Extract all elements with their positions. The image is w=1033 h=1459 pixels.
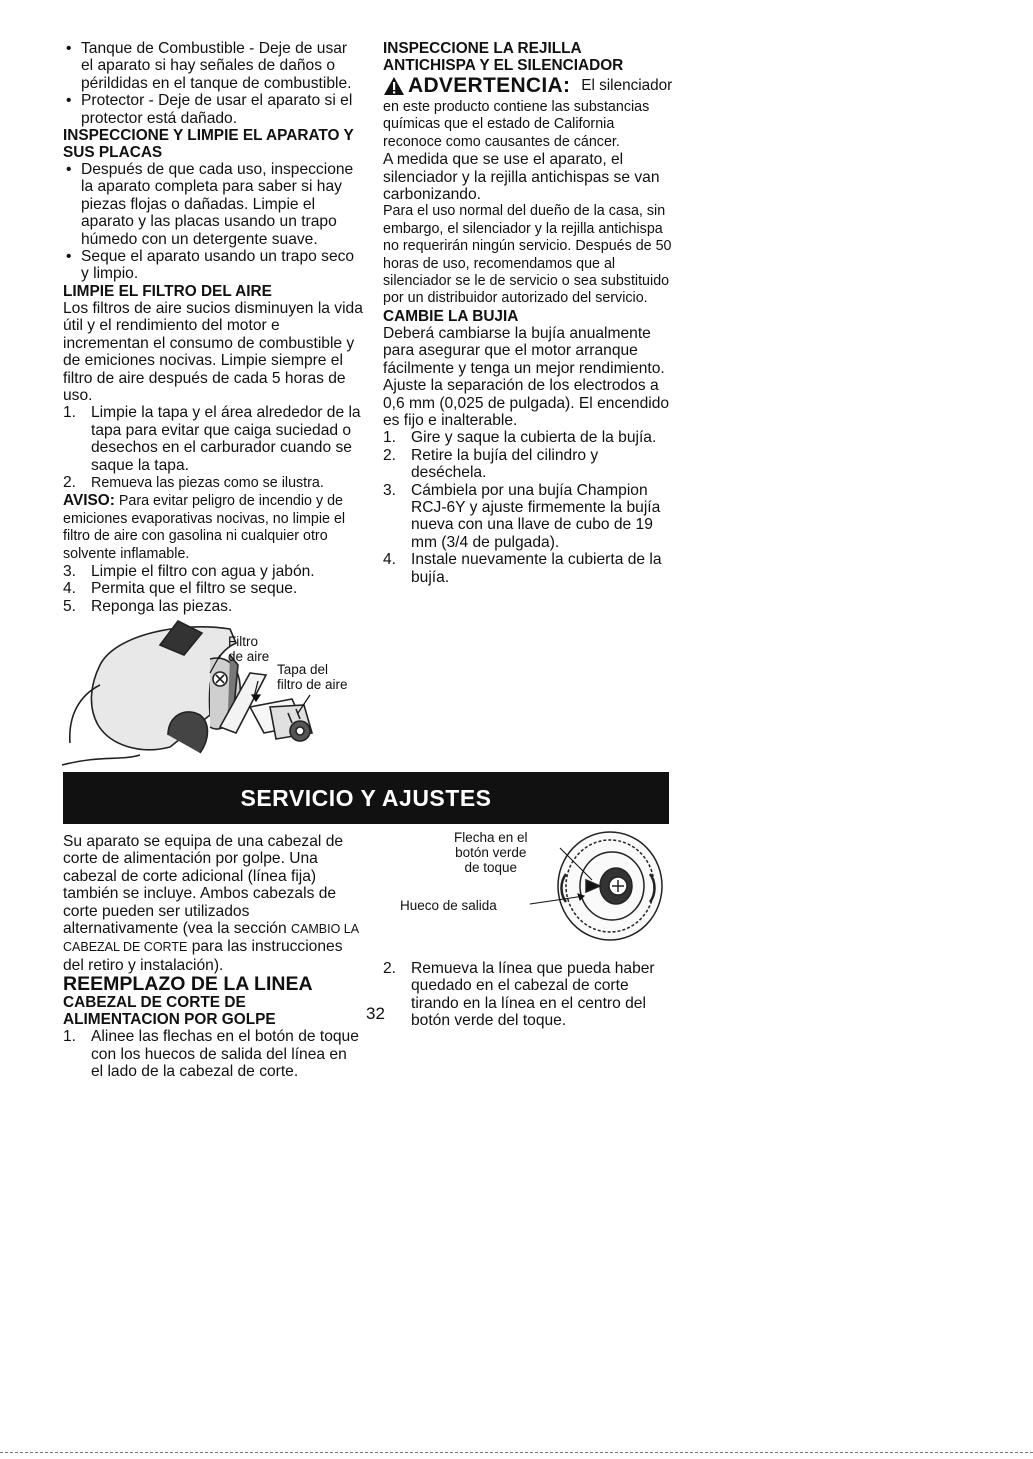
label-line: filtro de aire [277, 677, 348, 692]
warning-first-words: El silenciador [581, 77, 673, 95]
list-item [63, 474, 363, 492]
heading-change-spark-plug: CAMBIE LA BUJIA [383, 307, 519, 325]
page-number: 32 [366, 1004, 385, 1023]
step-text: Remueva la línea que pueda haber quedado en el cabezal de corte tirando en la línea en el centro del botón verde del toque. [411, 960, 655, 1030]
list-item [63, 563, 363, 580]
warning-triangle-icon [383, 76, 405, 96]
intro-paragraph [63, 833, 363, 974]
spark-paragraph-1: A medida que se use el aparato, el silenciador y la rejilla antichispas se van carbonizando. [383, 151, 660, 204]
step-number: 3. [383, 481, 397, 499]
step-number: 1. [63, 1028, 77, 1046]
list-item [63, 580, 363, 597]
fuel-protector-list [63, 40, 363, 127]
bottom-rule [0, 1452, 1033, 1453]
label-line: de toque [464, 860, 518, 875]
list-item [63, 1028, 363, 1080]
aviso-notice [63, 492, 363, 563]
label-exit-hole: Hueco de salida [400, 898, 497, 913]
spark-paragraph-2: Para el uso normal del dueño de la casa, sin embargo, el silenciador y la rejilla antichispa no requerirán ningún servicio. Después de 50 horas de uso, recomendamos que al silenciador se le de servicio o sea substituido por un distribuidor autorizado del servicio. [383, 203, 672, 307]
list-item [63, 598, 363, 615]
step-number: 2. [383, 960, 397, 977]
aviso-label: AVISO: [63, 492, 115, 510]
label-line: Flecha en el [454, 830, 528, 845]
spark-plug-paragraph: Deberá cambiarse la bujía anualmente para asegurar que el motor arranque fácilmente y tenga un mejor rendimiento. Ajuste la separación de los electrodos a 0,6 mm (0,025 de pulgada). El encendido es fijo e inalterable. [383, 324, 670, 429]
step-number: 4. [383, 551, 397, 569]
lower-right-column [383, 960, 673, 1030]
list-item: • Después de que cada uso, inspeccione la aparato completa para saber si hay piezas flojas o dañadas. Limpie el aparato y las placas usando un trapo húmedo con un detergente suave. [63, 161, 363, 248]
list-item [383, 960, 673, 1030]
step-number: 4. [63, 580, 77, 598]
warning-line [383, 76, 673, 96]
step-text: Cámbiela por una bujía Champion RCJ-6Y y ajuste firmemente la bujía nueva con una llave de cubo de 19 mm (3/4 de pulgada). [411, 481, 661, 551]
heading-line-replacement: REEMPLAZO DE LA LINEA [63, 973, 313, 996]
cutting-head-illustration [520, 828, 670, 948]
step-text: Permita que el filtro se seque. [91, 580, 298, 598]
step-number: 1. [383, 429, 397, 447]
step-text: Retire la bujía del cilindro y deséchela. [411, 446, 599, 482]
air-filter-paragraph: Los filtros de aire sucios disminuyen la vida útil y el rendimiento del motor e incrementan el consumo de combustible y de emiciones nocivas. Limpie siempre el filtro de aire después de cada 5 horas de uso. [63, 299, 363, 404]
step-text: Reponga las piezas. [91, 597, 233, 615]
list-item: • Protector - Deje de usar el aparato si el protector está dañado. [63, 92, 363, 127]
step-text: Limpie el filtro con agua y jabón. [91, 562, 315, 580]
label-line: Tapa del [277, 662, 329, 677]
label-arrow-green-button [454, 830, 528, 875]
intro-text-end: para las instrucciones del retiro y instalación). [63, 938, 343, 974]
list-item [63, 404, 363, 474]
list-item [383, 447, 673, 482]
heading-inspect-unit: INSPECCIONE Y LIMPIE EL APARATO Y SUS PLACAS [63, 127, 354, 162]
lower-left-column [63, 833, 363, 1080]
list-item: • Seque el aparato usando un trapo seco y limpio. [63, 248, 363, 283]
heading-bump-head: CABEZAL DE CORTE DE ALIMENTACION POR GOLPE [63, 994, 276, 1029]
step-number: 2. [383, 446, 397, 464]
label-line: de aire [228, 649, 270, 664]
list-item [383, 551, 673, 586]
intro-text: Su aparato se equipa de una cabezal de corte de alimentación por golpe. Una cabezal de corte adicional (línea fija) también se incluye. Ambos cabezals de corte pueden ser utilizados alternativamente (vea la sección [63, 833, 344, 938]
label-line: Filtro [228, 634, 258, 649]
aviso-text: Para evitar peligro de incendio y de emiciones evaporativas nocivas, no limpie el filtro de aire con gasolina ni cualquier otro solvente inflamable. [63, 493, 346, 562]
section-banner: SERVICIO Y AJUSTES [63, 772, 669, 824]
warning-text: en este producto contiene las substancias químicas que el estado de California reconoce como causantes de cáncer. [383, 99, 650, 150]
step-number: 2. [63, 473, 77, 491]
list-item [383, 429, 673, 446]
air-filter-steps-b [63, 563, 363, 615]
step-text: Remueva las piezas como se ilustra. [91, 474, 324, 491]
label-air-filter [228, 634, 269, 664]
right-column [383, 40, 673, 586]
left-column [63, 40, 363, 615]
step-text: Gire y saque la cubierta de la bujía. [411, 429, 657, 447]
step-number: 5. [63, 597, 77, 615]
inspect-list [63, 161, 363, 283]
step-text: Alinee las flechas en el botón de toque con los huecos de salida del línea en el lado de la cabezal de corte. [91, 1028, 359, 1081]
step-number: 3. [63, 562, 77, 580]
section-reference: CAMBIO LA CABEZAL DE CORTE [63, 922, 359, 955]
air-filter-steps-a [63, 404, 363, 492]
list-item [383, 482, 673, 552]
label-line: botón verde [455, 845, 527, 860]
heading-spark-arrestor: INSPECCIONE LA REJILLA ANTICHISPA Y EL SILENCIADOR [383, 40, 624, 74]
step-number: 1. [63, 404, 77, 422]
list-item: • Tanque de Combustible - Deje de usar el aparato si hay señales de daños o périldidas en el tanque de combustible. [63, 40, 363, 92]
step-text: Instale nuevamente la cubierta de la bujía. [411, 551, 662, 586]
spark-plug-steps [383, 429, 673, 586]
heading-clean-air-filter: LIMPIE EL FILTRO DEL AIRE [63, 282, 272, 300]
line-replacement-steps-b [383, 960, 673, 1030]
line-replacement-steps-a [63, 1028, 363, 1080]
label-air-filter-cover [277, 662, 348, 692]
step-text: Limpie la tapa y el área alrededor de la tapa para evitar que caiga suciedad o desechos en el carburador cuando se saque la tapa. [91, 404, 361, 474]
warning-title: ADVERTENCIA: [408, 74, 571, 98]
